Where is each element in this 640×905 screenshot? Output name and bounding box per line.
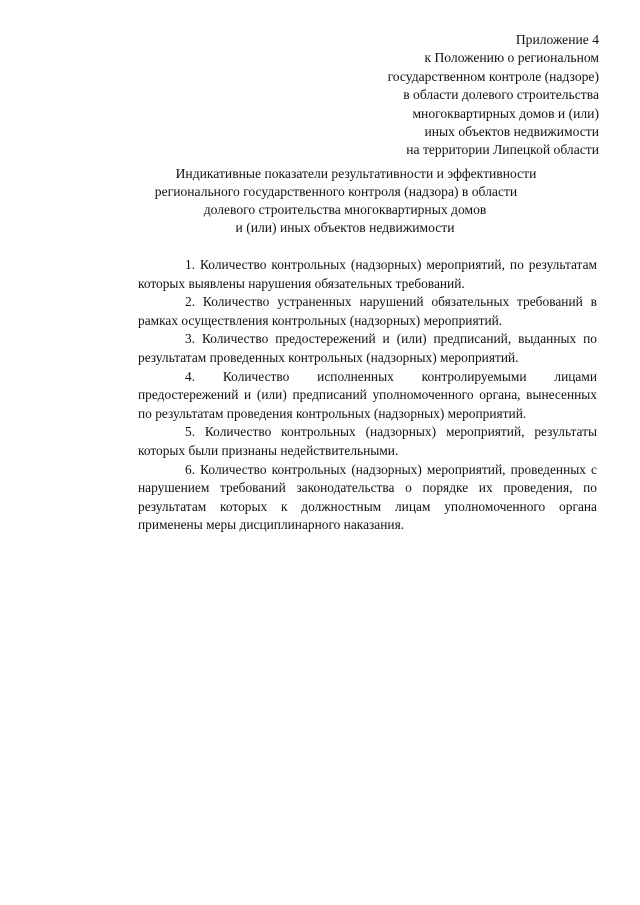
indicator-item — [91, 330, 597, 367]
indicator-item — [91, 423, 597, 460]
title-line: долевого строительства многоквартирных домов — [203, 202, 487, 217]
indicator-line: применены меры дисциплинарного наказания. — [138, 517, 405, 533]
appendix-line: многоквартирных домов и (или) — [412, 105, 599, 121]
document-title — [80, 165, 610, 237]
indicator-line: 5. Количество контрольных (надзорных) мероприятий, результаты — [185, 424, 597, 440]
indicator-item — [91, 293, 597, 330]
indicator-line: 4. Количество исполненных контролируемыми лицами — [185, 368, 597, 384]
indicator-item — [91, 368, 597, 424]
indicator-line: предостережений и (или) предписаний уполномоченного органа, вынесенных — [138, 387, 597, 403]
indicator-line: по результатам проведения контрольных (надзорных) мероприятий. — [138, 405, 527, 421]
indicator-line: результатам проведенных контрольных (надзорных) мероприятий. — [138, 349, 519, 365]
indicators-list — [91, 256, 597, 535]
title-line: и (или) иных объектов недвижимости — [235, 220, 455, 235]
appendix-line: в области долевого строительства — [403, 87, 599, 103]
indicator-line: которых были признаны недействительными. — [138, 442, 399, 458]
indicator-line: 6. Количество контрольных (надзорных) мероприятий, проведенных с — [185, 461, 597, 477]
indicator-item — [91, 256, 597, 293]
appendix-line: к Положению о региональном — [424, 50, 599, 66]
indicator-line: результатам которых к должностным лицам уполномоченного органа — [138, 498, 597, 514]
indicator-line: 2. Количество устраненных нарушений обязательных требований в — [185, 294, 597, 310]
indicator-line: рамках осуществления контрольных (надзорных) мероприятий. — [138, 312, 503, 328]
title-line: регионального государственного контроля (надзора) в области — [154, 184, 518, 199]
indicator-line: которых выявлены нарушения обязательных требований. — [138, 275, 465, 291]
indicator-item — [91, 461, 597, 535]
appendix-line: иных объектов недвижимости — [424, 124, 599, 140]
appendix-line: на территории Липецкой области — [406, 142, 599, 158]
appendix-line: государственном контроле (надзоре) — [387, 68, 599, 84]
title-line: Индикативные показатели результативности и эффективности — [175, 166, 537, 181]
appendix-line: Приложение 4 — [515, 32, 599, 47]
indicator-line: нарушением требований законодательства о порядке их проведения, по — [138, 480, 597, 496]
indicator-line: 1. Количество контрольных (надзорных) мероприятий, по результатам — [185, 257, 597, 272]
appendix-header — [279, 31, 599, 160]
indicator-line: 3. Количество предостережений и (или) предписаний, выданных по — [185, 331, 597, 347]
